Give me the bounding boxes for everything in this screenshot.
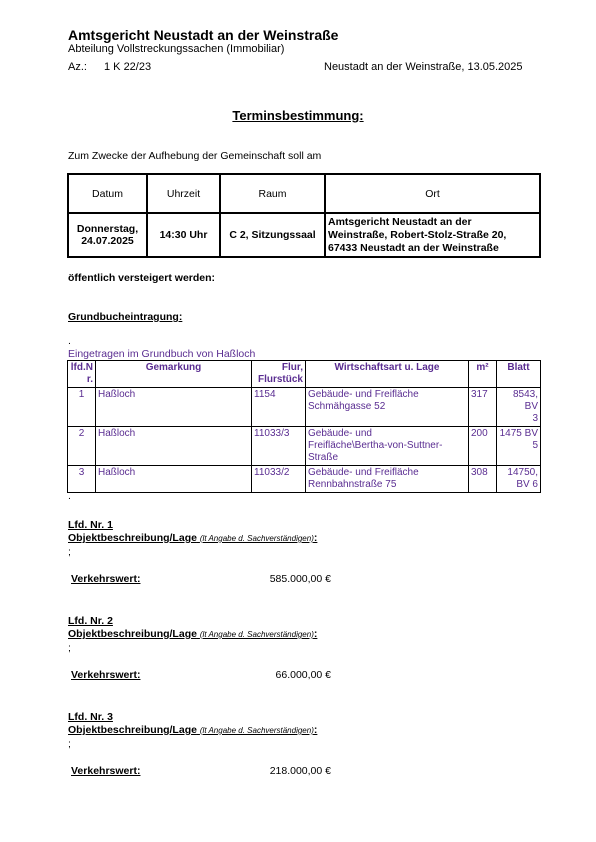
court-name: Amtsgericht Neustadt an der Weinstraße [68,27,339,43]
object-3-value: 218.000,00 € [269,765,331,777]
cell-datum: Donnerstag, 24.07.2025 [68,213,147,257]
header-uhrzeit: Uhrzeit [147,174,220,213]
cell-raum: C 2, Sitzungssaal [220,213,325,257]
appointment-table-header [68,174,540,213]
cell-uhrzeit: 14:30 Uhr [147,213,220,257]
land-register-heading: Grundbucheintragung: [68,311,183,323]
intro-text: Zum Zwecke der Aufhebung der Gemeinschaft soll am [68,150,322,162]
object-1-number: Lfd. Nr. 1 [68,519,113,531]
department: Abteilung Vollstreckungssachen (Immobiliar) [68,43,285,55]
auction-statement: öffentlich versteigert werden: [68,272,216,284]
header-ort: Ort [325,174,540,213]
table-row: 1 Haßloch 1154 Gebäude- und Freifläche Schmähgasse 52 317 8543, BV 3 [68,388,541,427]
file-reference-number: 1 K 22/23 [104,61,152,73]
separator-dot: . [68,335,71,347]
header-wirtschaftsart: Wirtschaftsart u. Lage [306,361,469,388]
land-register-table [67,360,541,493]
object-2-description-label: Objektbeschreibung/Lage (lt Angabe d. Sachverständigen): [68,628,318,640]
header-lfd: lfd.N r. [68,361,96,388]
place-date: Neustadt an der Weinstraße, 13.05.2025 [324,61,523,73]
object-1-description: ; [68,546,71,558]
object-3-description-label: Objektbeschreibung/Lage (lt Angabe d. Sachverständigen): [68,724,318,736]
object-2-number: Lfd. Nr. 2 [68,615,113,627]
object-2-value: 66.000,00 € [275,669,331,681]
table-row: 2 Haßloch 11033/3 Gebäude- und Freifläche\Bertha-von-Suttner- Straße 200 1475 BV 5 [68,427,541,466]
land-register-header [68,361,541,388]
document-title: Terminsbestimmung: [232,108,364,123]
object-3-description: ; [68,738,71,750]
appointment-table [67,173,541,258]
header-raum: Raum [220,174,325,213]
object-2-description: ; [68,642,71,654]
object-1-value-label: Verkehrswert: [71,573,141,585]
header-flur: Flur, Flurstück [252,361,306,388]
object-3-value-label: Verkehrswert: [71,765,141,777]
object-1-description-label: Objektbeschreibung/Lage (lt Angabe d. Sachverständigen): [68,532,318,544]
appointment-row [68,213,540,257]
object-3-number: Lfd. Nr. 3 [68,711,113,723]
separator-dot: . [68,490,71,502]
file-reference-label: Az.: [68,61,87,73]
header-gemarkung: Gemarkung [96,361,252,388]
object-1-value: 585.000,00 € [269,573,331,585]
file-reference [68,61,152,73]
header-blatt: Blatt [497,361,541,388]
object-2-value-label: Verkehrswert: [71,669,141,681]
table-row: 3 Haßloch 11033/2 Gebäude- und Freifläche Rennbahnstraße 75 308 14750, BV 6 [68,466,541,493]
header-m2: m² [469,361,497,388]
cell-ort: Amtsgericht Neustadt an der Weinstraße, Robert-Stolz-Straße 20, 67433 Neustadt an der Weinstraße [325,213,540,257]
header-datum: Datum [68,174,147,213]
land-register-subtitle: Eingetragen im Grundbuch von Haßloch [68,348,256,360]
